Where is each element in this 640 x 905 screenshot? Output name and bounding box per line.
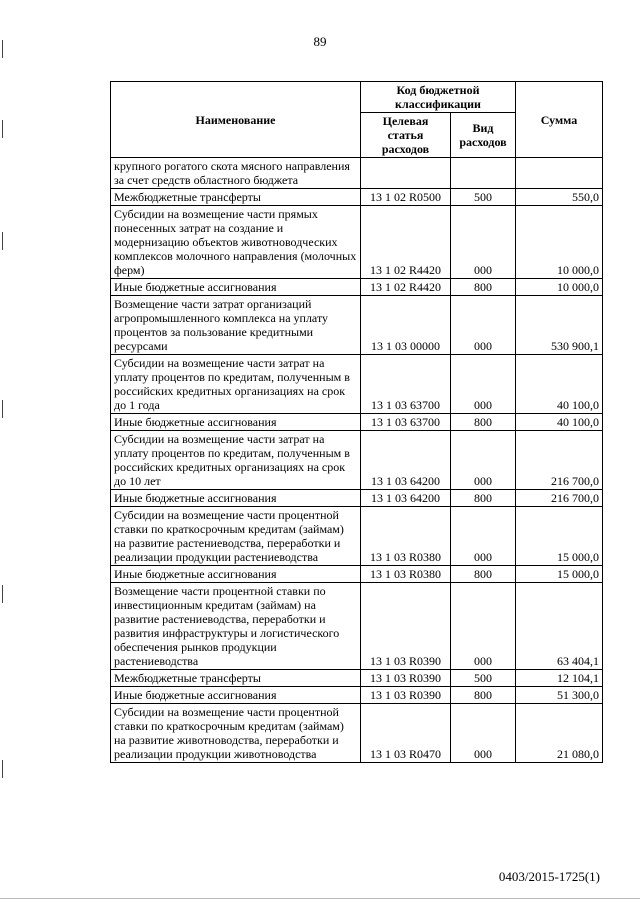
cell-name: Возмещение части затрат организаций агропромышленного комплекса на уплату процентов за пользование кредитными ресурсами	[111, 296, 361, 355]
table-row	[111, 704, 603, 763]
cell-code: 13 1 03 R0380	[361, 566, 451, 583]
table-row	[111, 189, 603, 206]
cell-type: 000	[451, 355, 516, 414]
cell-code: 13 1 03 64200	[361, 431, 451, 490]
cell-name: Иные бюджетные ассигнования	[111, 566, 361, 583]
cell-code: 13 1 03 63700	[361, 414, 451, 431]
cell-amount: 10 000,0	[516, 206, 603, 279]
table-row	[111, 431, 603, 490]
cell-type: 000	[451, 583, 516, 670]
cell-code: 13 1 03 R0390	[361, 687, 451, 704]
header-name: Наименование	[111, 82, 361, 158]
cell-amount: 12 104,1	[516, 670, 603, 687]
cell-code: 13 1 03 64200	[361, 490, 451, 507]
cell-name: крупного рогатого скота мясного направления за счет средств областного бюджета	[111, 158, 361, 189]
page-number: 89	[313, 34, 327, 49]
table-row	[111, 206, 603, 279]
table-header-row	[111, 82, 603, 113]
header-amount: Сумма	[516, 82, 603, 158]
cell-name: Субсидии на возмещение части затрат на уплату процентов по кредитам, полученным в российских кредитных организациях на срок до 1 года	[111, 355, 361, 414]
cell-code	[361, 158, 451, 189]
table-row	[111, 490, 603, 507]
cell-name: Иные бюджетные ассигнования	[111, 490, 361, 507]
cell-amount: 15 000,0	[516, 566, 603, 583]
cell-type: 000	[451, 704, 516, 763]
cell-type: 000	[451, 296, 516, 355]
cell-name: Субсидии на возмещение части затрат на уплату процентов по кредитам, полученным в российских кредитных организациях на срок до 10 лет	[111, 431, 361, 490]
cell-name: Субсидии на возмещение части процентной ставки по краткосрочным кредитам (займам) на развитие животноводства, переработки и реализации продукции животноводства	[111, 704, 361, 763]
scan-bottom-rule	[0, 898, 640, 899]
cell-code: 13 1 03 R0470	[361, 704, 451, 763]
cell-name: Иные бюджетные ассигнования	[111, 687, 361, 704]
cell-name: Иные бюджетные ассигнования	[111, 414, 361, 431]
header-classification: Код бюджетной классификации	[361, 82, 516, 113]
cell-code: 13 1 02 R0500	[361, 189, 451, 206]
cell-amount: 21 080,0	[516, 704, 603, 763]
cell-code: 13 1 03 R0390	[361, 670, 451, 687]
cell-type: 000	[451, 206, 516, 279]
table-row	[111, 355, 603, 414]
cell-amount: 15 000,0	[516, 507, 603, 566]
cell-name: Межбюджетные трансферты	[111, 670, 361, 687]
cell-amount: 40 100,0	[516, 414, 603, 431]
table-row	[111, 583, 603, 670]
header-expense-type: Вид расходов	[451, 113, 516, 158]
cell-type: 800	[451, 414, 516, 431]
table-row	[111, 158, 603, 189]
table-row	[111, 507, 603, 566]
cell-amount	[516, 158, 603, 189]
table-row	[111, 566, 603, 583]
cell-type: 000	[451, 507, 516, 566]
cell-type: 800	[451, 279, 516, 296]
cell-amount: 216 700,0	[516, 490, 603, 507]
cell-name: Иные бюджетные ассигнования	[111, 279, 361, 296]
cell-amount: 530 900,1	[516, 296, 603, 355]
table-row	[111, 687, 603, 704]
document-id: 0403/2015-1725(1)	[498, 869, 600, 884]
cell-name: Субсидии на возмещение части процентной ставки по краткосрочным кредитам (займам) на развитие растениеводства, переработки и реализации продукции растениеводства	[111, 507, 361, 566]
table-row	[111, 279, 603, 296]
table-row	[111, 296, 603, 355]
cell-type	[451, 158, 516, 189]
cell-amount: 63 404,1	[516, 583, 603, 670]
cell-name: Возмещение части процентной ставки по инвестиционным кредитам (займам) на развитие растениеводства, переработки и развития инфраструктуры и логистического обеспечения рынков продукции растениеводства	[111, 583, 361, 670]
cell-type: 000	[451, 431, 516, 490]
scan-edge-marks	[0, 0, 6, 905]
cell-name: Межбюджетные трансферты	[111, 189, 361, 206]
cell-code: 13 1 03 R0390	[361, 583, 451, 670]
cell-amount: 40 100,0	[516, 355, 603, 414]
table-row	[111, 670, 603, 687]
cell-code: 13 1 02 R4420	[361, 206, 451, 279]
cell-code: 13 1 03 R0380	[361, 507, 451, 566]
header-target-article: Целевая статья расходов	[361, 113, 451, 158]
cell-amount: 216 700,0	[516, 431, 603, 490]
table-body	[111, 158, 603, 763]
cell-type: 800	[451, 490, 516, 507]
cell-name: Субсидии на возмещение части прямых понесенных затрат на создание и модернизацию объектов животноводческих комплексов молочного направления (молочных ферм)	[111, 206, 361, 279]
cell-type: 800	[451, 566, 516, 583]
cell-code: 13 1 02 R4420	[361, 279, 451, 296]
cell-type: 500	[451, 670, 516, 687]
table-row	[111, 414, 603, 431]
cell-amount: 10 000,0	[516, 279, 603, 296]
cell-code: 13 1 03 00000	[361, 296, 451, 355]
budget-table	[110, 81, 603, 763]
cell-type: 500	[451, 189, 516, 206]
cell-amount: 51 300,0	[516, 687, 603, 704]
cell-type: 800	[451, 687, 516, 704]
cell-code: 13 1 03 63700	[361, 355, 451, 414]
cell-amount: 550,0	[516, 189, 603, 206]
